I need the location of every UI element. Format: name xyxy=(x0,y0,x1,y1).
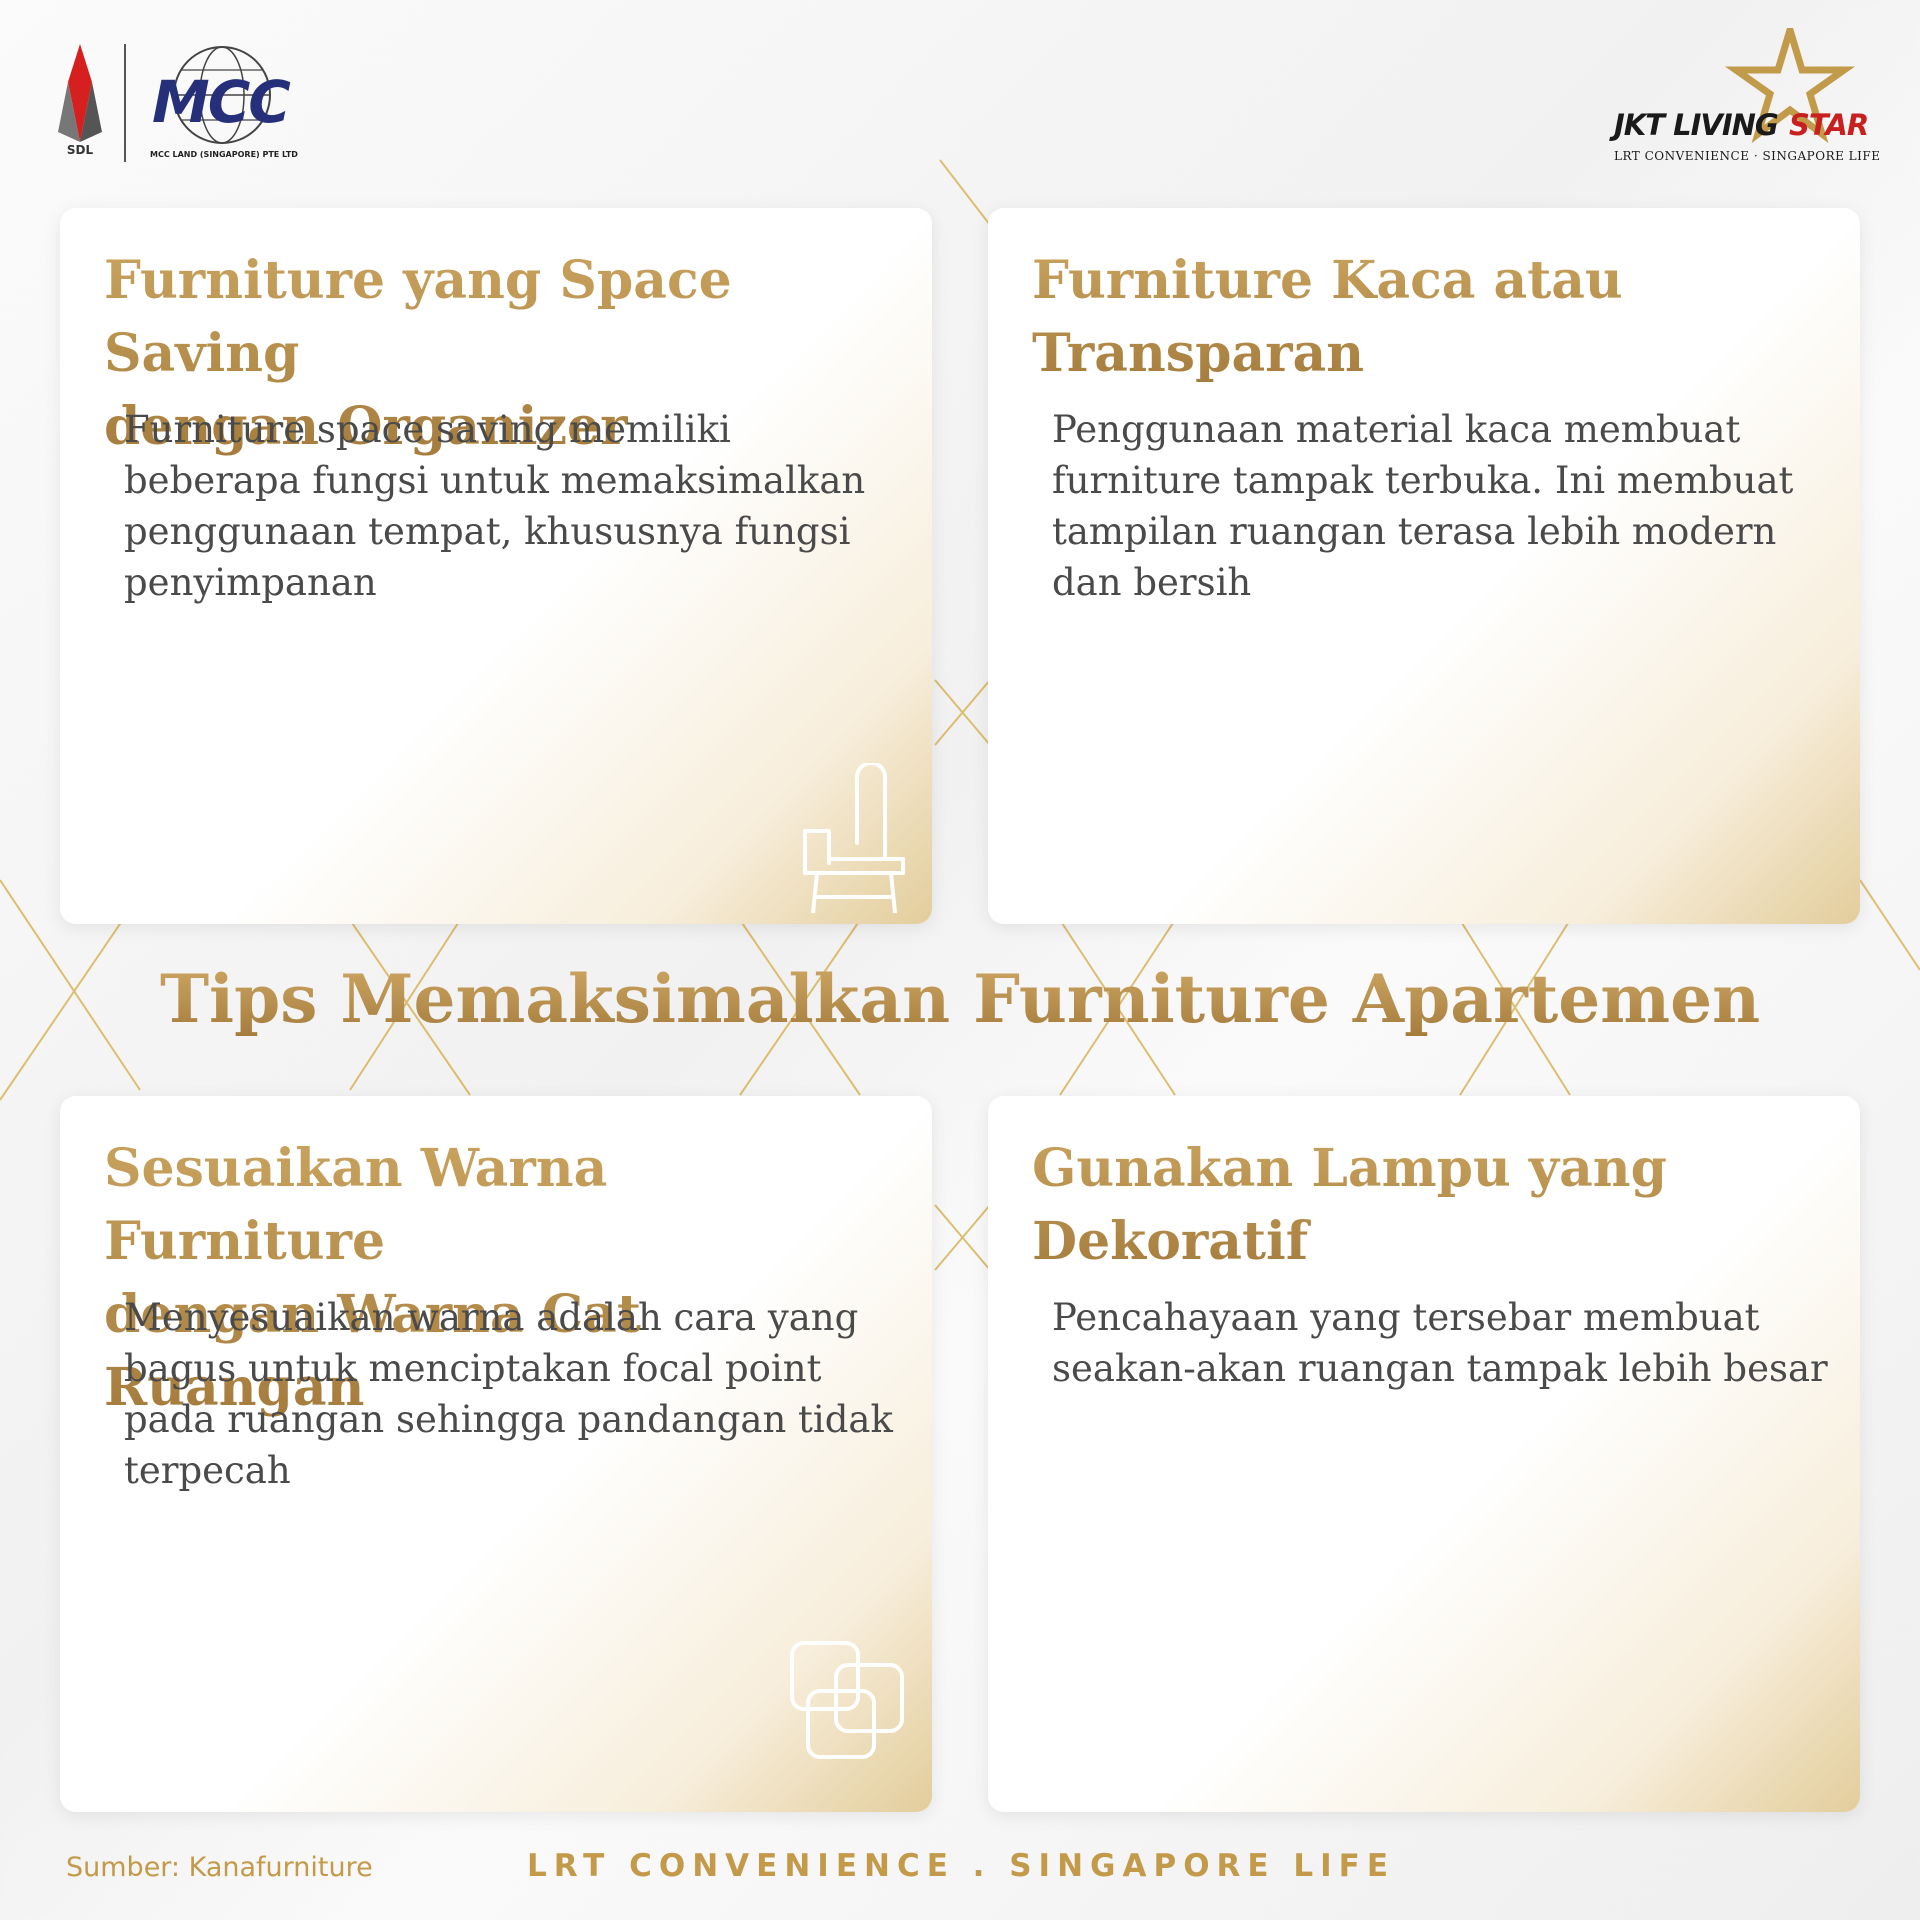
tip-card-title-line: Sesuaikan Warna Furniture xyxy=(104,1138,608,1272)
tip-card-title-line: Transparan xyxy=(1032,323,1365,384)
tip-card-body: Pencahayaan yang tersebar membuat seakan-akan ruangan tampak lebih besar xyxy=(1052,1296,1828,1390)
armchair-icon xyxy=(795,763,932,913)
color-swatches-icon xyxy=(790,1641,930,1791)
tip-card-body: Furniture space saving memiliki beberapa fungsi untuk memaksimalkan penggunaan tempat, khususnya fungsi penyimpanan xyxy=(124,408,866,604)
mcc-logo-word: MCC xyxy=(152,68,289,136)
footer-tagline: LRT CONVENIENCE . SINGAPORE LIFE xyxy=(526,1848,1396,1884)
cabinet-icon xyxy=(1012,766,1152,916)
tip-card-title xyxy=(1032,1132,1832,1278)
tip-card-title-line: Dekoratif xyxy=(1032,1211,1309,1272)
tip-card-title-line: Furniture yang Space Saving xyxy=(104,250,732,384)
sdl-logo-label: SDL xyxy=(66,143,94,157)
tip-card-color-matching xyxy=(60,1096,932,1812)
jkt-logo-tagline: LRT CONVENIENCE · SINGAPORE LIFE xyxy=(1614,149,1881,163)
star-logo-word: STAR xyxy=(1789,108,1869,142)
logo-divider xyxy=(124,44,126,162)
tip-card-decorative-lamp xyxy=(988,1096,1860,1812)
sdl-logo xyxy=(50,42,110,162)
tip-card-title-line: dengan Warna Cat Ruangan xyxy=(104,1284,641,1418)
lamp-icon xyxy=(1012,1644,1152,1794)
tip-card-title-line: Gunakan Lampu yang xyxy=(1032,1138,1667,1199)
jkt-living-star-logo xyxy=(1580,28,1880,168)
tip-card-title xyxy=(1032,244,1832,390)
mcc-logo-subtitle: MCC LAND (SINGAPORE) PTE LTD xyxy=(150,150,298,159)
jkt-logo-word: JKT LIVING xyxy=(1614,108,1778,142)
tip-card-title-line: dengan Organizer xyxy=(104,396,628,457)
tip-card-glass-furniture xyxy=(988,208,1860,924)
tip-card-body: Menyesuaikan warna adalah cara yang bagus untuk menciptakan focal point pada ruangan sehingga pandangan tidak terpecah xyxy=(124,1296,893,1492)
page-title: Tips Memaksimalkan Furniture Apartemen xyxy=(0,960,1920,1038)
tip-card-title-line: Furniture Kaca atau xyxy=(1032,250,1623,311)
tip-card-body: Penggunaan material kaca membuat furniture tampak terbuka. Ini membuat tampilan ruangan terasa lebih modern dan bersih xyxy=(1052,408,1794,604)
source-credit: Sumber: Kanafurniture xyxy=(66,1852,373,1883)
tip-card-space-saving xyxy=(60,208,932,924)
mcc-logo xyxy=(142,40,312,162)
